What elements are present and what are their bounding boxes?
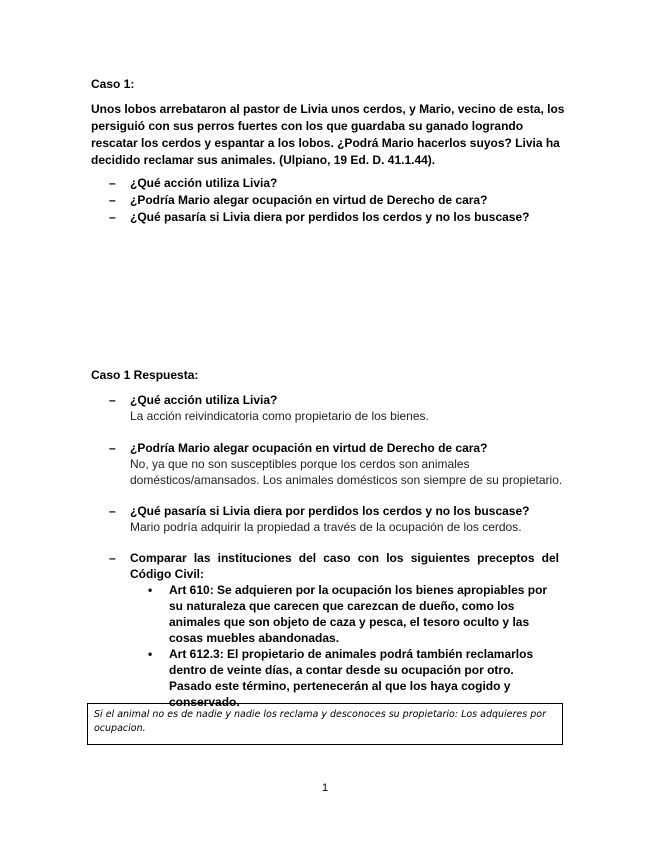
answer-question: ¿Qué pasaría si Livia diera por perdidos los cerdos y no los buscase?: [130, 504, 530, 518]
article-text: Art 610: Se adquieren por la ocupación los bienes apropiables por su naturaleza que carecen que carezcan de dueño, como los animales que son objeto de caza y pesca, el tesoro oculto y las cosas muebles abandonadas.: [169, 583, 548, 645]
bullet-marker: •: [148, 583, 153, 597]
answer-item: [109, 392, 564, 424]
article-text: Art 612.3: El propietario de animales podrá también reclamarlos dentro de veinte días, a contar desde su ocupación por otro. Pasado este término, pertenecerán al que los haya cogido y conservado.: [169, 647, 534, 709]
case-paragraph: Unos lobos arrebataron al pastor de Livia unos cerdos, y Mario, vecino de esta, los persiguió con sus perros fuertes con los que guardaba su ganado logrando rescatar los cerdos y espantar a los lobos. ¿Podrá Mario hacerlos suyos? Livia ha decidido reclamar sus animales. (Ulpiano, 19 Ed. D. 41.1.44).: [91, 102, 565, 167]
question-text: ¿Podría Mario alegar ocupación en virtud de Derecho de cara?: [130, 193, 488, 207]
note-box: Si el animal no es de nadie y nadie los reclama y desconoces su propietario: Los adquieres por ocupacion.: [87, 703, 563, 745]
case-title: Caso 1:: [91, 77, 135, 91]
dash-marker: –: [109, 441, 116, 455]
dash-marker: –: [109, 210, 116, 224]
article-item: [148, 582, 558, 646]
question-text: ¿Qué acción utiliza Livia?: [130, 176, 278, 190]
compare-item: [109, 550, 559, 582]
compare-text: Comparar las instituciones del caso con los siguientes preceptos del Código Civil:: [130, 551, 559, 581]
dash-marker: –: [109, 193, 116, 207]
article-item: [148, 646, 558, 710]
answer-item: [109, 503, 564, 535]
dash-marker: –: [109, 176, 116, 190]
answer-text: Mario podría adquirir la propiedad a través de la ocupación de los cerdos.: [130, 520, 522, 534]
answer-text: No, ya que no son susceptibles porque los cerdos son animales domésticos/amansados. Los animales domésticos son siempre de su propietario.: [130, 457, 563, 487]
dash-marker: –: [109, 393, 116, 407]
bullet-marker: •: [148, 647, 153, 661]
answer-question: ¿Podría Mario alegar ocupación en virtud de Derecho de cara?: [130, 441, 488, 455]
dash-marker: –: [109, 551, 116, 565]
question-text: ¿Qué pasaría si Livia diera por perdidos los cerdos y no los buscase?: [130, 210, 530, 224]
answers-title: Caso 1 Respuesta:: [91, 368, 199, 382]
page-number: 1: [322, 782, 329, 794]
answer-text: La acción reivindicatoria como propietario de los bienes.: [130, 409, 429, 423]
answer-question: ¿Qué acción utiliza Livia?: [130, 393, 278, 407]
dash-marker: –: [109, 504, 116, 518]
answer-item: [109, 440, 564, 488]
